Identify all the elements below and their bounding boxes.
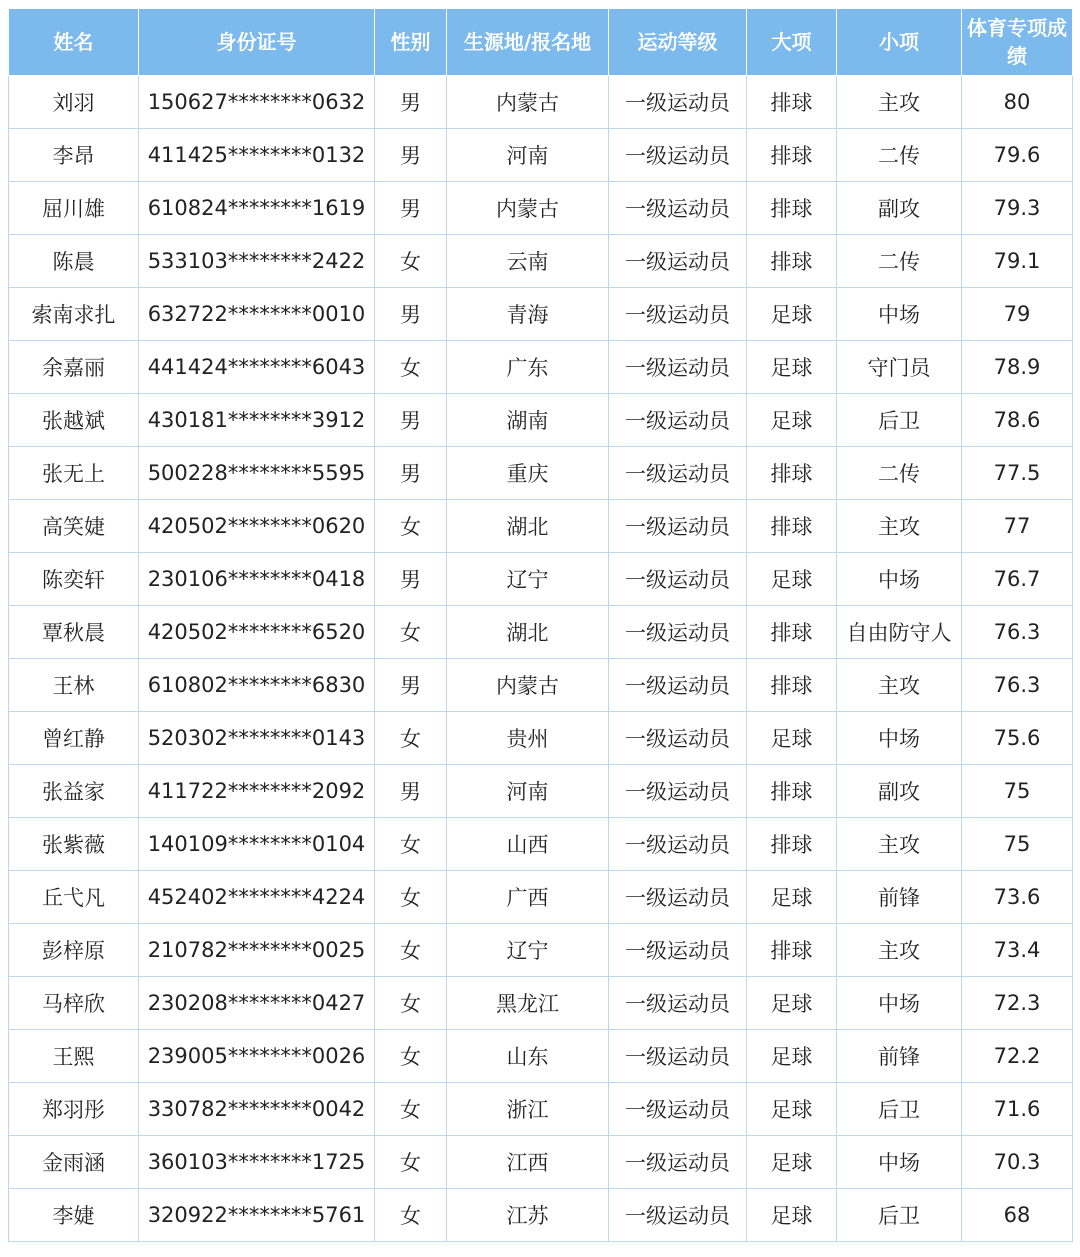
table-row	[9, 182, 1073, 235]
cell-origin: 青海	[447, 288, 609, 341]
cell-sub-event: 守门员	[837, 341, 962, 394]
cell-sex: 女	[375, 1083, 447, 1136]
cell-sex: 男	[375, 182, 447, 235]
cell-origin: 内蒙古	[447, 659, 609, 712]
cell-origin: 湖北	[447, 606, 609, 659]
cell-sex: 女	[375, 235, 447, 288]
table-row	[9, 765, 1073, 818]
cell-score: 75	[962, 818, 1073, 871]
cell-athlete-level: 一级运动员	[609, 76, 747, 129]
cell-sub-event: 中场	[837, 1136, 962, 1189]
cell-category: 足球	[747, 288, 837, 341]
cell-athlete-level: 一级运动员	[609, 500, 747, 553]
cell-sex: 女	[375, 712, 447, 765]
table-row	[9, 288, 1073, 341]
cell-sub-event: 中场	[837, 553, 962, 606]
cell-score: 79.1	[962, 235, 1073, 288]
cell-name: 王熙	[9, 1030, 139, 1083]
cell-origin: 云南	[447, 235, 609, 288]
cell-id-number: 500228********5595	[139, 447, 375, 500]
cell-score: 79.6	[962, 129, 1073, 182]
cell-sex: 女	[375, 977, 447, 1030]
cell-category: 排球	[747, 765, 837, 818]
cell-sub-event: 副攻	[837, 182, 962, 235]
cell-sex: 男	[375, 394, 447, 447]
cell-score: 72.2	[962, 1030, 1073, 1083]
cell-sex: 女	[375, 606, 447, 659]
cell-id-number: 150627********0632	[139, 76, 375, 129]
cell-sex: 女	[375, 500, 447, 553]
cell-name: 余嘉丽	[9, 341, 139, 394]
cell-category: 足球	[747, 712, 837, 765]
cell-athlete-level: 一级运动员	[609, 818, 747, 871]
cell-sex: 女	[375, 924, 447, 977]
cell-sex: 男	[375, 288, 447, 341]
table-row	[9, 1030, 1073, 1083]
table-body	[9, 76, 1073, 1242]
cell-category: 排球	[747, 500, 837, 553]
table-row	[9, 553, 1073, 606]
cell-name: 李婕	[9, 1189, 139, 1242]
header-origin: 生源地/报名地	[447, 9, 609, 76]
cell-id-number: 520302********0143	[139, 712, 375, 765]
cell-sub-event: 主攻	[837, 818, 962, 871]
cell-id-number: 411425********0132	[139, 129, 375, 182]
results-table	[8, 8, 1073, 1242]
cell-category: 排球	[747, 818, 837, 871]
cell-sex: 男	[375, 659, 447, 712]
cell-name: 曾红静	[9, 712, 139, 765]
cell-category: 排球	[747, 76, 837, 129]
header-row	[9, 9, 1073, 76]
cell-sex: 女	[375, 1030, 447, 1083]
cell-id-number: 610824********1619	[139, 182, 375, 235]
cell-category: 排球	[747, 659, 837, 712]
cell-name: 高笑婕	[9, 500, 139, 553]
cell-id-number: 430181********3912	[139, 394, 375, 447]
cell-origin: 河南	[447, 765, 609, 818]
cell-score: 71.6	[962, 1083, 1073, 1136]
cell-score: 80	[962, 76, 1073, 129]
cell-athlete-level: 一级运动员	[609, 447, 747, 500]
cell-category: 排球	[747, 606, 837, 659]
cell-athlete-level: 一级运动员	[609, 712, 747, 765]
header-name: 姓名	[9, 9, 139, 76]
cell-id-number: 420502********0620	[139, 500, 375, 553]
header-score-label: 体育专项成绩	[967, 16, 1067, 68]
cell-name: 马梓欣	[9, 977, 139, 1030]
cell-name: 王林	[9, 659, 139, 712]
cell-origin: 山东	[447, 1030, 609, 1083]
header-id-number: 身份证号	[139, 9, 375, 76]
cell-origin: 内蒙古	[447, 182, 609, 235]
header-sex: 性别	[375, 9, 447, 76]
cell-sub-event: 前锋	[837, 871, 962, 924]
table-row	[9, 76, 1073, 129]
cell-sex: 女	[375, 1136, 447, 1189]
cell-score: 78.9	[962, 341, 1073, 394]
cell-sub-event: 主攻	[837, 659, 962, 712]
cell-score: 73.6	[962, 871, 1073, 924]
cell-athlete-level: 一级运动员	[609, 235, 747, 288]
cell-id-number: 239005********0026	[139, 1030, 375, 1083]
cell-sub-event: 中场	[837, 288, 962, 341]
cell-category: 足球	[747, 553, 837, 606]
cell-sub-event: 后卫	[837, 1189, 962, 1242]
cell-origin: 辽宁	[447, 924, 609, 977]
cell-score: 76.3	[962, 606, 1073, 659]
cell-sub-event: 前锋	[837, 1030, 962, 1083]
cell-sub-event: 二传	[837, 235, 962, 288]
cell-name: 张益家	[9, 765, 139, 818]
cell-origin: 广西	[447, 871, 609, 924]
cell-category: 排球	[747, 924, 837, 977]
cell-category: 排球	[747, 447, 837, 500]
cell-id-number: 452402********4224	[139, 871, 375, 924]
cell-sex: 男	[375, 129, 447, 182]
cell-origin: 黑龙江	[447, 977, 609, 1030]
cell-athlete-level: 一级运动员	[609, 182, 747, 235]
table-row	[9, 1083, 1073, 1136]
cell-score: 79	[962, 288, 1073, 341]
cell-origin: 浙江	[447, 1083, 609, 1136]
cell-sex: 男	[375, 553, 447, 606]
cell-category: 排球	[747, 235, 837, 288]
cell-category: 排球	[747, 129, 837, 182]
cell-name: 彭梓原	[9, 924, 139, 977]
cell-origin: 内蒙古	[447, 76, 609, 129]
cell-origin: 江苏	[447, 1189, 609, 1242]
header-score	[962, 9, 1073, 76]
cell-origin: 山西	[447, 818, 609, 871]
cell-origin: 重庆	[447, 447, 609, 500]
cell-name: 张越斌	[9, 394, 139, 447]
cell-category: 足球	[747, 1136, 837, 1189]
header-athlete-level: 运动等级	[609, 9, 747, 76]
cell-score: 75.6	[962, 712, 1073, 765]
cell-name: 陈晨	[9, 235, 139, 288]
cell-athlete-level: 一级运动员	[609, 129, 747, 182]
cell-score: 76.3	[962, 659, 1073, 712]
cell-sub-event: 二传	[837, 129, 962, 182]
cell-origin: 湖南	[447, 394, 609, 447]
cell-athlete-level: 一级运动员	[609, 765, 747, 818]
cell-sex: 男	[375, 76, 447, 129]
cell-name: 索南求扎	[9, 288, 139, 341]
cell-score: 70.3	[962, 1136, 1073, 1189]
cell-name: 张无上	[9, 447, 139, 500]
table-row	[9, 341, 1073, 394]
cell-id-number: 330782********0042	[139, 1083, 375, 1136]
cell-athlete-level: 一级运动员	[609, 553, 747, 606]
cell-name: 张紫薇	[9, 818, 139, 871]
cell-name: 屈川雄	[9, 182, 139, 235]
cell-athlete-level: 一级运动员	[609, 1136, 747, 1189]
cell-sub-event: 二传	[837, 447, 962, 500]
cell-category: 足球	[747, 1030, 837, 1083]
cell-id-number: 610802********6830	[139, 659, 375, 712]
cell-athlete-level: 一级运动员	[609, 1189, 747, 1242]
cell-origin: 湖北	[447, 500, 609, 553]
table-row	[9, 871, 1073, 924]
cell-category: 足球	[747, 1189, 837, 1242]
cell-origin: 河南	[447, 129, 609, 182]
table-row	[9, 447, 1073, 500]
cell-athlete-level: 一级运动员	[609, 871, 747, 924]
cell-id-number: 420502********6520	[139, 606, 375, 659]
cell-sub-event: 自由防守人	[837, 606, 962, 659]
cell-origin: 贵州	[447, 712, 609, 765]
cell-id-number: 230208********0427	[139, 977, 375, 1030]
cell-category: 足球	[747, 341, 837, 394]
cell-sex: 女	[375, 341, 447, 394]
cell-athlete-level: 一级运动员	[609, 659, 747, 712]
table-row	[9, 606, 1073, 659]
cell-sub-event: 中场	[837, 712, 962, 765]
cell-id-number: 441424********6043	[139, 341, 375, 394]
cell-category: 足球	[747, 1083, 837, 1136]
table-row	[9, 712, 1073, 765]
cell-sub-event: 主攻	[837, 500, 962, 553]
cell-origin: 辽宁	[447, 553, 609, 606]
cell-athlete-level: 一级运动员	[609, 1083, 747, 1136]
table-row	[9, 818, 1073, 871]
cell-score: 79.3	[962, 182, 1073, 235]
table-row	[9, 1136, 1073, 1189]
cell-id-number: 230106********0418	[139, 553, 375, 606]
cell-score: 77.5	[962, 447, 1073, 500]
table-row	[9, 129, 1073, 182]
header-category: 大项	[747, 9, 837, 76]
cell-name: 陈奕轩	[9, 553, 139, 606]
cell-athlete-level: 一级运动员	[609, 288, 747, 341]
cell-name: 郑羽彤	[9, 1083, 139, 1136]
cell-sex: 女	[375, 1189, 447, 1242]
cell-athlete-level: 一级运动员	[609, 394, 747, 447]
cell-name: 刘羽	[9, 76, 139, 129]
table-row	[9, 394, 1073, 447]
cell-origin: 江西	[447, 1136, 609, 1189]
results-table-container	[8, 8, 1072, 1242]
cell-sub-event: 主攻	[837, 76, 962, 129]
cell-id-number: 632722********0010	[139, 288, 375, 341]
cell-athlete-level: 一级运动员	[609, 1030, 747, 1083]
table-row	[9, 659, 1073, 712]
cell-sex: 女	[375, 871, 447, 924]
cell-category: 足球	[747, 394, 837, 447]
cell-athlete-level: 一级运动员	[609, 341, 747, 394]
cell-sub-event: 后卫	[837, 394, 962, 447]
cell-id-number: 533103********2422	[139, 235, 375, 288]
cell-sex: 女	[375, 818, 447, 871]
cell-athlete-level: 一级运动员	[609, 977, 747, 1030]
cell-sex: 男	[375, 447, 447, 500]
cell-name: 金雨涵	[9, 1136, 139, 1189]
cell-sub-event: 中场	[837, 977, 962, 1030]
table-row	[9, 235, 1073, 288]
cell-athlete-level: 一级运动员	[609, 924, 747, 977]
cell-score: 77	[962, 500, 1073, 553]
table-header	[9, 9, 1073, 76]
header-sub-event: 小项	[837, 9, 962, 76]
cell-category: 足球	[747, 977, 837, 1030]
cell-name: 李昂	[9, 129, 139, 182]
cell-id-number: 320922********5761	[139, 1189, 375, 1242]
cell-id-number: 140109********0104	[139, 818, 375, 871]
cell-id-number: 411722********2092	[139, 765, 375, 818]
table-row	[9, 924, 1073, 977]
table-row	[9, 500, 1073, 553]
cell-name: 覃秋晨	[9, 606, 139, 659]
cell-category: 排球	[747, 182, 837, 235]
cell-score: 78.6	[962, 394, 1073, 447]
cell-score: 75	[962, 765, 1073, 818]
cell-score: 72.3	[962, 977, 1073, 1030]
cell-score: 76.7	[962, 553, 1073, 606]
table-row	[9, 1189, 1073, 1242]
cell-id-number: 360103********1725	[139, 1136, 375, 1189]
cell-sub-event: 副攻	[837, 765, 962, 818]
cell-category: 足球	[747, 871, 837, 924]
cell-score: 68	[962, 1189, 1073, 1242]
cell-athlete-level: 一级运动员	[609, 606, 747, 659]
table-row	[9, 977, 1073, 1030]
cell-sex: 男	[375, 765, 447, 818]
cell-sub-event: 后卫	[837, 1083, 962, 1136]
cell-sub-event: 主攻	[837, 924, 962, 977]
cell-origin: 广东	[447, 341, 609, 394]
cell-score: 73.4	[962, 924, 1073, 977]
cell-name: 丘弋凡	[9, 871, 139, 924]
cell-id-number: 210782********0025	[139, 924, 375, 977]
